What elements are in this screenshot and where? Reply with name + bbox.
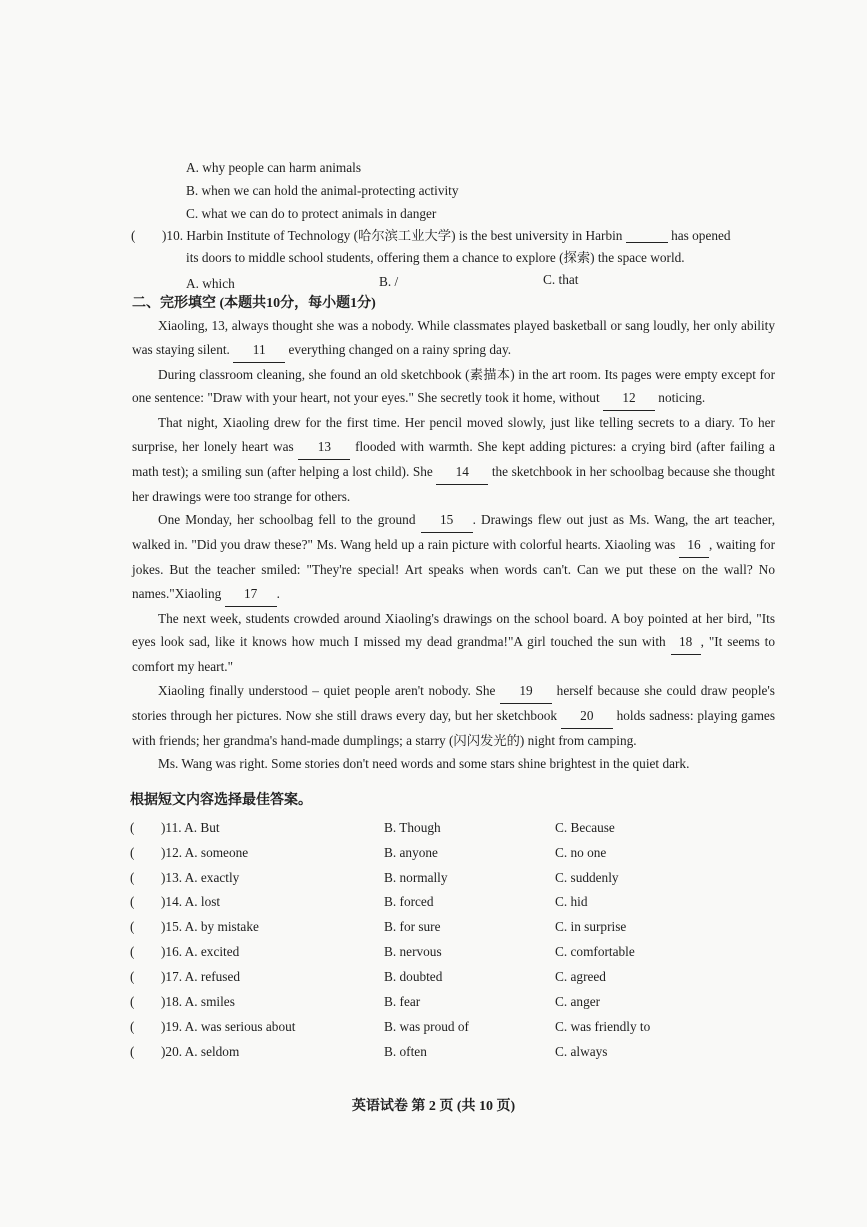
blank-16: 16 xyxy=(679,533,709,558)
option-c: C. in surprise xyxy=(555,919,627,934)
instruction: 根据短文内容选择最佳答案。 xyxy=(130,793,312,808)
option-c: C. no one xyxy=(555,845,607,860)
question-row xyxy=(130,944,690,962)
option-b: B. was proud of xyxy=(384,1019,469,1034)
question-row xyxy=(130,870,690,888)
option-c: C. comfortable xyxy=(555,944,635,959)
answer-paren[interactable]: ( xyxy=(130,820,135,835)
question-row xyxy=(130,919,690,937)
question-row xyxy=(130,1044,690,1062)
question-row xyxy=(130,994,690,1012)
option-c: C. agreed xyxy=(555,969,606,984)
q10-paren: ( xyxy=(131,228,136,243)
cloze-passage xyxy=(132,314,775,776)
option-a: )20. A. seldom xyxy=(161,1044,240,1059)
blank-17: 17 xyxy=(225,582,277,607)
blank-11: 11 xyxy=(233,338,285,363)
option-a: )16. A. excited xyxy=(161,944,240,959)
answer-paren[interactable]: ( xyxy=(130,870,135,885)
paragraph-5: The next week, students crowded around Xiaoling's drawings on the school board. A boy pointed at her bird, "Its eyes look sad, like it knows how much I missed my dead grandma!"A girl touched the sun with 18 , "It seems to comfort my heart." xyxy=(132,610,776,675)
blank-14: 14 xyxy=(436,460,488,485)
answer-paren[interactable]: ( xyxy=(130,894,135,909)
option-b: B. for sure xyxy=(384,919,441,934)
question-row xyxy=(130,820,690,838)
answer-paren[interactable]: ( xyxy=(130,969,135,984)
option-b: B. anyone xyxy=(384,845,438,860)
q9-option-c: C. what we can do to protect animals in danger xyxy=(186,206,437,221)
question-row xyxy=(130,969,690,987)
option-c: C. Because xyxy=(555,820,615,835)
answer-paren[interactable]: ( xyxy=(130,994,135,1009)
question-row xyxy=(130,894,690,912)
option-c: C. always xyxy=(555,1044,608,1059)
q10-option-c: C. that xyxy=(543,272,579,287)
paragraph-6: Xiaoling finally understood – quiet people aren't nobody. She 19 herself because she could draw people's stories through her pictures. Now she still draws every day, but her sketchbook 20 holds sadness: playing games with friends; her grandma's hand-made dumplings; a starry (闪闪发光的) night from camping. xyxy=(132,679,775,752)
question-row xyxy=(130,845,690,863)
option-c: C. hid xyxy=(555,894,588,909)
option-a: )12. A. someone xyxy=(161,845,249,860)
q10-option-a: A. which xyxy=(186,276,235,291)
q10-stem-a: )10. Harbin Institute of Technology (哈尔滨工业大学) is the best university in Harbin xyxy=(162,228,623,243)
answer-paren[interactable]: ( xyxy=(130,1019,135,1034)
blank-19: 19 xyxy=(500,679,552,704)
blank-15: 15 xyxy=(421,508,473,533)
option-a: )13. A. exactly xyxy=(161,870,240,885)
q10-stem-line1 xyxy=(162,229,731,243)
option-a: )11. A. But xyxy=(161,820,220,835)
option-a: )18. A. smiles xyxy=(161,994,235,1009)
option-b: B. doubted xyxy=(384,969,443,984)
paragraph-3: That night, Xiaoling drew for the first time. Her pencil moved slowly, just like telling secrets to a diary. To her surprise, her lonely heart was 13 flooded with warmth. She kept adding pictures: a crying bird (after failing a math test); a smiling sun (after helping a lost child). She 14 the sketchbook in her schoolbag because she thought her drawings were too strange for others. xyxy=(132,415,776,504)
q9-option-a: A. why people can harm animals xyxy=(186,160,362,175)
option-c: C. suddenly xyxy=(555,870,619,885)
q10-stem-b: has opened xyxy=(671,228,731,243)
answer-paren[interactable]: ( xyxy=(130,919,135,934)
question-row xyxy=(130,1019,690,1037)
q10-option-b: B. / xyxy=(379,274,399,289)
paragraph-1: Xiaoling, 13, always thought she was a nobody. While classmates played basketball or sang loudly, her only ability was staying silent. 11 everything changed on a rainy spring day. xyxy=(132,314,775,363)
option-b: B. fear xyxy=(384,994,421,1009)
option-c: C. was friendly to xyxy=(555,1019,651,1034)
answer-paren[interactable]: ( xyxy=(130,944,135,959)
q9-option-b: B. when we can hold the animal-protecting activity xyxy=(186,183,459,198)
blank-13: 13 xyxy=(298,435,350,460)
option-b: B. forced xyxy=(384,894,434,909)
section-title: 二、完形填空 (本题共10分，每小题1分) xyxy=(132,296,376,311)
blank-18: 18 xyxy=(671,630,701,655)
paragraph-2: During classroom cleaning, she found an old sketchbook (素描本) in the art room. Its pages were empty except for one sentence: "Draw with your heart, not your eyes." She secretly took it home, without 12 noticing. xyxy=(132,363,775,412)
option-a: )19. A. was serious about xyxy=(161,1019,296,1034)
page-footer: 英语试卷 第 2 页 (共 10 页) xyxy=(351,1099,516,1114)
option-a: )14. A. lost xyxy=(161,894,221,909)
answer-paren[interactable]: ( xyxy=(130,845,135,860)
blank-12: 12 xyxy=(603,386,655,411)
blank-20: 20 xyxy=(561,704,613,729)
option-b: B. nervous xyxy=(384,944,442,959)
paragraph-4: One Monday, her schoolbag fell to the ground 15 . Drawings flew out just as Ms. Wang, the art teacher, walked in. "Did you draw these?" Ms. Wang held up a rain picture with colorful hearts. Xiaoling was 16 , waiting for jokes. But the teacher smiled: "They're special! Art speaks when words can't. Can we put these on the wall? No names."Xiaoling 17 . xyxy=(132,508,775,606)
q10-stem-line2: its doors to middle school students, offering them a chance to explore (探索) the space world. xyxy=(186,250,685,265)
answer-paren[interactable]: ( xyxy=(130,1044,135,1059)
option-a: )17. A. refused xyxy=(161,969,241,984)
option-a: )15. A. by mistake xyxy=(161,919,259,934)
option-b: B. normally xyxy=(384,870,448,885)
option-c: C. anger xyxy=(555,994,601,1009)
paragraph-7: Ms. Wang was right. Some stories don't need words and some stars shine brightest in the quiet dark. xyxy=(158,756,690,772)
option-b: B. Though xyxy=(384,820,441,835)
q10-blank xyxy=(626,229,668,243)
option-b: B. often xyxy=(384,1044,427,1059)
